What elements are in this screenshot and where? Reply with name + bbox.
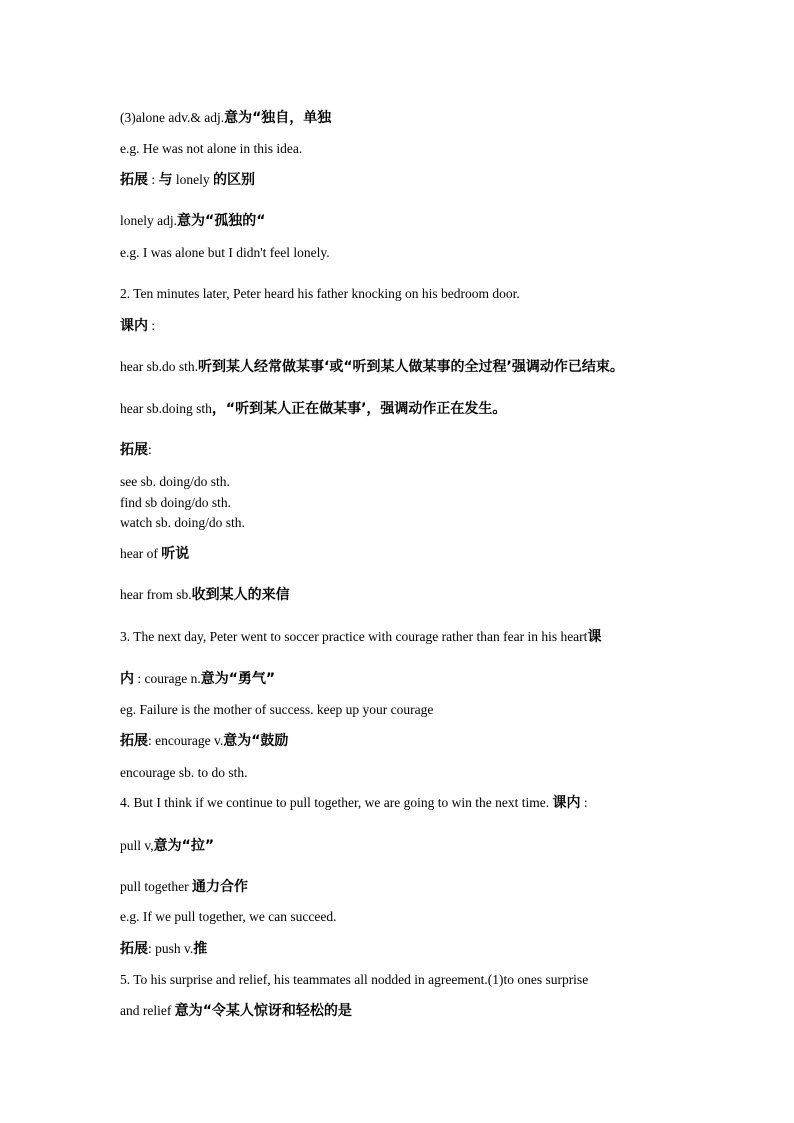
text-en: : xyxy=(148,318,156,333)
in-class-heading xyxy=(120,317,155,335)
text-zh: 的区别 xyxy=(213,172,256,188)
note-hear-doing xyxy=(120,400,506,418)
text-en: : xyxy=(148,172,159,187)
note-pull-together xyxy=(120,878,248,896)
text-en: hear sb.doing sth xyxy=(120,401,212,416)
text-en: encourage sb. to do sth. xyxy=(120,765,248,780)
text-en: (3)alone adv.& adj. xyxy=(120,110,225,125)
text-en: hear sb.do sth. xyxy=(120,359,198,374)
text-zh: 拓展 xyxy=(120,941,148,957)
text-zh: 意为“鼓励 xyxy=(223,733,289,749)
text-zh: 课内 xyxy=(552,795,581,811)
text-en: 5. To his surprise and relief, his teammates all nodded in agreement.(1)to ones surprise xyxy=(120,972,589,987)
text-en: 2. Ten minutes later, Peter heard his father knocking on his bedroom door. xyxy=(120,286,520,301)
text-zh: 课 xyxy=(587,629,602,645)
text-en: pull v, xyxy=(120,838,154,853)
text-en: pull together xyxy=(120,879,192,894)
text-zh: 收到某人的来信 xyxy=(191,587,290,603)
text-zh: 意为“孤独的“ xyxy=(177,213,266,229)
extension-heading xyxy=(120,171,255,189)
note-pull xyxy=(120,837,214,855)
text-en: lonely xyxy=(172,172,214,187)
text-zh: 听说 xyxy=(161,546,190,562)
example-alone xyxy=(120,140,302,158)
text-zh: ，“听到某人正在做某事’，强调动作正在发生。 xyxy=(211,401,507,417)
sentence-5 xyxy=(120,971,588,989)
sentence-2 xyxy=(120,285,520,303)
text-en: hear of xyxy=(120,546,162,561)
text-zh: 意为“独自，单独 xyxy=(224,110,332,126)
text-en: e.g. I was alone but I didn't feel lonely. xyxy=(120,245,330,260)
text-en: and relief xyxy=(120,1003,175,1018)
text-zh: 拓展 xyxy=(120,442,148,458)
text-en: : push v. xyxy=(148,941,194,956)
text-en: eg. Failure is the mother of success. keep up your courage xyxy=(120,702,434,717)
text-zh: 内 xyxy=(120,671,134,687)
text-en: see sb. doing/do sth. find sb doing/do sth. watch sb. doing/do sth. xyxy=(120,474,245,530)
text-en: 3. The next day, Peter went to soccer practice with courage rather than fear in his heart xyxy=(120,629,588,644)
note-courage xyxy=(120,670,275,688)
text-zh: 听到某人经常做某事‘或“听到某人做某事的全过程’强调动作已结束。 xyxy=(198,359,624,375)
text-en: lonely adj. xyxy=(120,213,177,228)
text-zh: 意为“令某人惊讶和轻松的是 xyxy=(174,1003,352,1019)
text-zh: 推 xyxy=(193,941,208,957)
text-en: 4. But I think if we continue to pull together, we are going to win the next time. xyxy=(120,795,553,810)
sentence-3 xyxy=(120,628,601,646)
text-en: : encourage v. xyxy=(148,733,224,748)
note-hear-of xyxy=(120,545,189,563)
text-zh: 课内 xyxy=(120,318,148,334)
example-courage xyxy=(120,701,433,719)
text-zh: 意为“拉” xyxy=(153,838,215,854)
note-encourage xyxy=(120,732,288,750)
note-alone xyxy=(120,109,331,127)
text-en: e.g. He was not alone in this idea. xyxy=(120,141,303,156)
example-encourage xyxy=(120,764,247,782)
text-zh: 拓展 xyxy=(120,733,148,749)
verb-list xyxy=(120,472,245,534)
text-zh: 与 xyxy=(158,172,173,188)
note-hear-from xyxy=(120,586,290,604)
text-en: : xyxy=(580,795,588,810)
example-lonely xyxy=(120,244,330,262)
extension-heading xyxy=(120,441,152,459)
text-en: e.g. If we pull together, we can succeed. xyxy=(120,909,337,924)
note-lonely xyxy=(120,212,265,230)
text-en: : courage n. xyxy=(134,671,201,686)
text-en: hear from sb. xyxy=(120,587,192,602)
text-zh: 通力合作 xyxy=(191,879,248,895)
example-pull-together xyxy=(120,908,337,926)
sentence-4 xyxy=(120,794,588,812)
text-zh: 意为“勇气” xyxy=(200,671,276,687)
note-surprise-relief xyxy=(120,1002,352,1020)
text-en: : xyxy=(148,442,152,457)
note-push xyxy=(120,940,207,958)
text-zh: 拓展 xyxy=(120,172,148,188)
note-hear-do xyxy=(120,358,624,376)
